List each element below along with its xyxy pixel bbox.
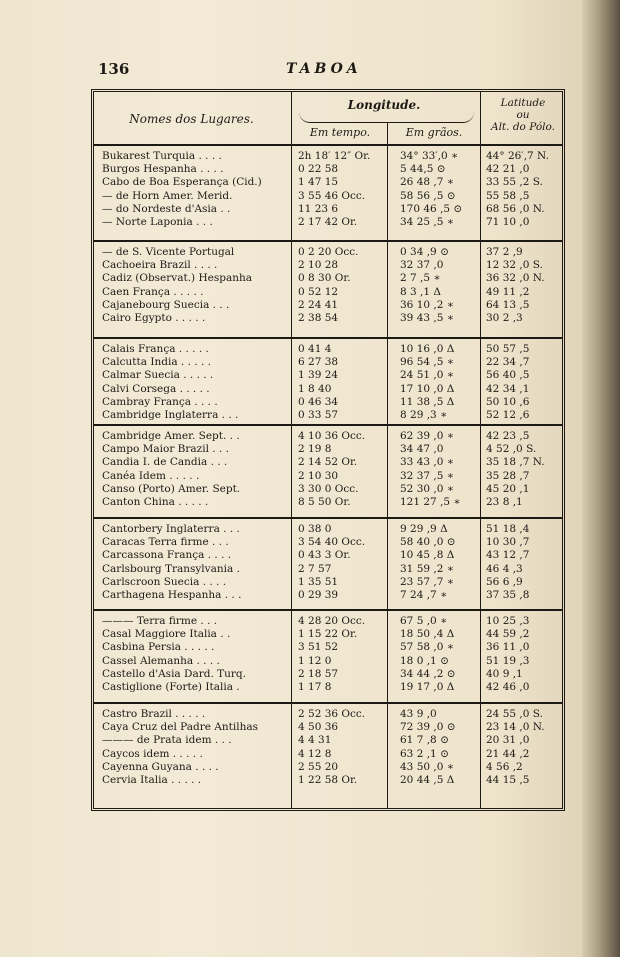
longitude-degrees-cell: 10 45 ,8 Δ [400, 549, 455, 562]
group-separator [94, 517, 562, 519]
place-name-cell: Calcutta India . . . . . [102, 356, 211, 369]
longitude-time-cell: 2 10 30 [298, 469, 339, 482]
table-row [94, 343, 562, 356]
table-row [94, 748, 562, 761]
place-name-cell: Campo Maior Brazil . . . [102, 443, 229, 456]
header-latitude-line3: Alt. do Pólo. [490, 121, 555, 133]
longitude-degrees-cell: 23 57 ,7 ∗ [400, 575, 454, 588]
place-name-cell: Cassel Alemanha . . . . [102, 654, 220, 667]
table-row [94, 774, 562, 787]
table-row [94, 549, 562, 562]
longitude-time-cell: 4 12 8 [298, 747, 332, 760]
place-name-cell: Canton China . . . . . [102, 496, 209, 508]
longitude-degrees-cell: 43 9 ,0 [400, 708, 437, 720]
place-name-cell: Carlsbourg Transylvania . [102, 562, 240, 575]
longitude-time-cell: 0 29 39 [298, 589, 339, 601]
place-name-cell: Cairo Egypto . . . . . [102, 312, 206, 324]
longitude-degrees-cell: 36 10 ,2 ∗ [400, 298, 454, 311]
latitude-cell: 23 14 ,0 N. [486, 721, 545, 734]
longitude-degrees-cell: 32 37 ,0 [400, 259, 444, 272]
place-name-cell: Cervia Italia . . . . . [102, 774, 202, 786]
place-name-cell: — Norte Laponia . . . [102, 216, 213, 228]
place-name-cell: Bukarest Turquia . . . . [102, 150, 222, 162]
table-row [94, 246, 562, 259]
table-row [94, 259, 562, 272]
latitude-cell: 52 12 ,6 [486, 409, 530, 421]
place-name-cell: Calvi Corsega . . . . . [102, 382, 210, 395]
latitude-cell: 51 18 ,4 [486, 523, 530, 535]
place-name-cell: Castro Brazil . . . . . [102, 708, 206, 720]
longitude-time-cell: 0 8 30 Or. [298, 272, 351, 285]
latitude-cell: 49 11 ,2 [486, 285, 530, 298]
latitude-cell: 46 4 ,3 [486, 562, 523, 575]
longitude-time-cell: 2 10 28 [298, 259, 339, 272]
book-spine-shadow [582, 0, 620, 957]
latitude-cell: 35 28 ,7 [486, 469, 530, 482]
longitude-degrees-cell: 61 7 ,8 ⊙ [400, 734, 449, 747]
latitude-cell: 30 2 ,3 [486, 312, 523, 324]
latitude-cell: 68 56 ,0 N. [486, 202, 545, 215]
longitude-degrees-cell: 26 48 ,7 ∗ [400, 176, 454, 189]
latitude-cell: 36 11 ,0 [486, 641, 530, 654]
header-brace [299, 112, 474, 123]
longitude-time-cell: 2 19 8 [298, 443, 332, 456]
longitude-degrees-cell: 34 44 ,2 ⊙ [400, 667, 456, 680]
group-separator [94, 702, 562, 704]
table-row [94, 383, 562, 396]
table-row [94, 470, 562, 483]
latitude-cell: 44 15 ,5 [486, 774, 530, 786]
place-name-cell: Candia I. de Candia . . . [102, 456, 228, 469]
longitude-time-cell: 2 38 54 [298, 312, 339, 324]
longitude-time-cell: 2 24 41 [298, 298, 339, 311]
table-row [94, 563, 562, 576]
longitude-time-cell: 4 10 36 Occ. [298, 430, 366, 442]
longitude-time-cell: 0 2 20 Occ. [298, 246, 359, 258]
table-row [94, 668, 562, 681]
place-name-cell: Castello d'Asia Dard. Turq. [102, 667, 246, 680]
longitude-degrees-cell: 7 24 ,7 ∗ [400, 589, 448, 601]
table-row [94, 496, 562, 509]
place-name-cell: Caya Cruz del Padre Antilhas [102, 721, 258, 734]
place-name-cell: Cantorbery Inglaterra . . . [102, 523, 240, 535]
place-name-cell: Carcassona França . . . . [102, 549, 232, 562]
latitude-cell: 37 35 ,8 [486, 589, 530, 601]
longitude-degrees-cell: 9 29 ,9 Δ [400, 523, 448, 535]
longitude-time-cell: 1 47 15 [298, 176, 339, 189]
latitude-cell: 21 44 ,2 [486, 747, 530, 760]
longitude-time-cell: 0 38 0 [298, 523, 332, 535]
header-latitude-line1: Latitude [500, 97, 546, 109]
table-row [94, 203, 562, 216]
coordinates-table [91, 89, 565, 811]
table-row [94, 356, 562, 369]
table-row [94, 286, 562, 299]
longitude-time-cell: 2 18 57 [298, 667, 339, 680]
longitude-degrees-cell: 18 50 ,4 Δ [400, 628, 455, 641]
place-name-cell: Caracas Terra firme . . . [102, 536, 229, 549]
latitude-cell: 35 18 ,7 N. [486, 456, 545, 469]
table-row [94, 409, 562, 422]
header-in-degrees: Em grãos. [405, 126, 463, 139]
place-name-cell: Canéa Idem . . . . . [102, 469, 200, 482]
table-row [94, 681, 562, 694]
table-row [94, 443, 562, 456]
longitude-degrees-cell: 96 54 ,5 ∗ [400, 356, 454, 369]
header-latitude-line2: ou [516, 109, 530, 121]
longitude-degrees-cell: 11 38 ,5 Δ [400, 395, 455, 408]
place-name-cell: Casal Maggiore Italia . . [102, 628, 231, 641]
place-name-cell: Cambray França . . . . [102, 395, 218, 408]
table-row [94, 641, 562, 654]
place-name-cell: Caen França . . . . . [102, 285, 204, 298]
longitude-degrees-cell: 0 34 ,9 ⊙ [400, 246, 449, 258]
longitude-degrees-cell: 10 16 ,0 Δ [400, 343, 455, 355]
longitude-degrees-cell: 67 5 ,0 ∗ [400, 615, 448, 627]
longitude-degrees-cell: 63 2 ,1 ⊙ [400, 747, 449, 760]
longitude-time-cell: 4 28 20 Occ. [298, 615, 366, 627]
longitude-time-cell: 3 30 0 Occ. [298, 482, 359, 495]
latitude-cell: 12 32 ,0 S. [486, 259, 543, 272]
longitude-degrees-cell: 58 40 ,0 ⊙ [400, 536, 456, 549]
latitude-cell: 43 12 ,7 [486, 549, 530, 562]
longitude-degrees-cell: 17 10 ,0 Δ [400, 382, 455, 395]
longitude-time-cell: 2 52 36 Occ. [298, 708, 366, 720]
place-name-cell: ——— de Prata idem . . . [102, 734, 232, 747]
group-separator [94, 424, 562, 426]
longitude-degrees-cell: 8 29 ,3 ∗ [400, 409, 448, 421]
table-row [94, 176, 562, 189]
longitude-degrees-cell: 52 30 ,0 ∗ [400, 482, 454, 495]
longitude-degrees-cell: 58 56 ,5 ⊙ [400, 189, 456, 202]
longitude-degrees-cell: 33 43 ,0 ∗ [400, 456, 454, 469]
longitude-degrees-cell: 2 7 ,5 ∗ [400, 272, 441, 285]
latitude-cell: 4 52 ,0 S. [486, 443, 537, 456]
longitude-time-cell: 1 12 0 [298, 654, 332, 667]
place-name-cell: Casbina Persia . . . . . [102, 641, 215, 654]
longitude-time-cell: 0 22 58 [298, 163, 339, 176]
latitude-cell: 23 8 ,1 [486, 496, 523, 508]
place-name-cell: Caycos idem . . . . . [102, 747, 203, 760]
latitude-cell: 56 40 ,5 [486, 369, 530, 382]
longitude-degrees-cell: 24 51 ,0 ∗ [400, 369, 454, 382]
longitude-time-cell: 1 17 8 [298, 681, 332, 693]
latitude-cell: 42 23 ,5 [486, 430, 530, 442]
latitude-cell: 55 58 ,5 [486, 189, 530, 202]
place-name-cell: Calmar Suecia . . . . . [102, 369, 214, 382]
latitude-cell: 56 6 ,9 [486, 575, 523, 588]
longitude-time-cell: 0 52 12 [298, 285, 339, 298]
place-name-cell: Cachoeira Brazil . . . . [102, 259, 218, 272]
table-row [94, 216, 562, 229]
longitude-time-cell: 1 35 51 [298, 575, 339, 588]
longitude-degrees-cell: 5 44,5 ⊙ [400, 163, 446, 176]
table-row [94, 615, 562, 628]
longitude-degrees-cell: 34 25 ,5 ∗ [400, 216, 454, 228]
running-title: TABOA [286, 61, 362, 77]
longitude-time-cell: 8 5 50 Or. [298, 496, 351, 508]
table-header [94, 92, 562, 146]
latitude-cell: 37 2 ,9 [486, 246, 523, 258]
longitude-degrees-cell: 43 50 ,0 ∗ [400, 760, 454, 773]
place-name-cell: Cadiz (Observat.) Hespanha [102, 272, 252, 285]
table-row [94, 523, 562, 536]
latitude-cell: 36 32 ,0 N. [486, 272, 545, 285]
header-in-time: Em tempo. [309, 126, 371, 139]
latitude-cell: 45 20 ,1 [486, 482, 530, 495]
place-name-cell: ——— Terra firme . . . [102, 615, 218, 627]
latitude-cell: 10 30 ,7 [486, 536, 530, 549]
group-separator [94, 609, 562, 611]
header-longitude: Longitude. [347, 98, 421, 112]
place-name-cell: Carthagena Hespanha . . . [102, 589, 242, 601]
longitude-time-cell: 4 4 31 [298, 734, 332, 747]
table-row [94, 299, 562, 312]
longitude-time-cell: 0 46 34 [298, 395, 339, 408]
longitude-degrees-cell: 34 47 ,0 [400, 443, 444, 456]
longitude-degrees-cell: 170 46 ,5 ⊙ [400, 202, 463, 215]
table-row [94, 456, 562, 469]
longitude-time-cell: 3 51 52 [298, 641, 339, 654]
longitude-time-cell: 1 22 58 Or. [298, 774, 358, 786]
longitude-time-cell: 4 50 36 [298, 721, 339, 734]
latitude-cell: 64 13 ,5 [486, 298, 530, 311]
table-row [94, 369, 562, 382]
longitude-degrees-cell: 57 58 ,0 ∗ [400, 641, 454, 654]
table-row [94, 721, 562, 734]
longitude-degrees-cell: 18 0 ,1 ⊙ [400, 654, 449, 667]
place-name-cell: Cambridge Inglaterra . . . [102, 409, 239, 421]
latitude-cell: 42 21 ,0 [486, 163, 530, 176]
longitude-degrees-cell: 32 37 ,5 ∗ [400, 469, 454, 482]
longitude-degrees-cell: 19 17 ,0 Δ [400, 681, 455, 693]
longitude-time-cell: 2h 18′ 12″ Or. [298, 150, 371, 162]
place-name-cell: Canso (Porto) Amer. Sept. [102, 482, 241, 495]
longitude-time-cell: 1 15 22 Or. [298, 628, 358, 641]
latitude-cell: 44 59 ,2 [486, 628, 530, 641]
header-latitude [480, 97, 566, 133]
latitude-cell: 42 34 ,1 [486, 382, 530, 395]
latitude-cell: 33 55 ,2 S. [486, 176, 543, 189]
table-row [94, 734, 562, 747]
latitude-cell: 42 46 ,0 [486, 681, 530, 693]
longitude-time-cell: 3 55 46 Occ. [298, 189, 366, 202]
table-row [94, 655, 562, 668]
longitude-time-cell: 3 54 40 Occ. [298, 536, 366, 549]
place-name-cell: Cayenna Guyana . . . . [102, 760, 219, 773]
place-name-cell: Cabo de Boa Esperança (Cid.) [102, 176, 262, 189]
table-row [94, 576, 562, 589]
longitude-time-cell: 6 27 38 [298, 356, 339, 369]
longitude-degrees-cell: 62 39 ,0 ∗ [400, 430, 454, 442]
latitude-cell: 44° 26′,7 N. [486, 150, 549, 162]
page-number: 136 [98, 60, 130, 78]
group-separator [94, 337, 562, 339]
longitude-degrees-cell: 8 3 ,1 Δ [400, 285, 441, 298]
latitude-cell: 22 34 ,7 [486, 356, 530, 369]
table-row [94, 190, 562, 203]
latitude-cell: 24 55 ,0 S. [486, 708, 543, 720]
longitude-time-cell: 0 33 57 [298, 409, 339, 421]
place-name-cell: — de Horn Amer. Merid. [102, 189, 233, 202]
place-name-cell: Carlscroon Suecia . . . . [102, 575, 227, 588]
table-row [94, 430, 562, 443]
latitude-cell: 4 56 ,2 [486, 760, 523, 773]
table-row [94, 312, 562, 325]
table-row [94, 150, 562, 163]
table-row [94, 589, 562, 602]
latitude-cell: 40 9 ,1 [486, 667, 523, 680]
longitude-time-cell: 0 43 3 Or. [298, 549, 351, 562]
table-row [94, 483, 562, 496]
longitude-degrees-cell: 39 43 ,5 ∗ [400, 312, 454, 324]
table-row [94, 628, 562, 641]
table-row [94, 761, 562, 774]
table-row [94, 708, 562, 721]
group-separator [94, 240, 562, 242]
place-name-cell: Cambridge Amer. Sept. . . [102, 430, 240, 442]
longitude-time-cell: 1 8 40 [298, 382, 332, 395]
header-place-names: Nomes dos Lugares. [129, 112, 254, 126]
place-name-cell: — de S. Vicente Portugal [102, 246, 235, 258]
table-row [94, 272, 562, 285]
place-name-cell: — do Nordeste d'Asia . . [102, 202, 231, 215]
latitude-cell: 10 25 ,3 [486, 615, 530, 627]
table-row [94, 163, 562, 176]
latitude-cell: 51 19 ,3 [486, 654, 530, 667]
longitude-time-cell: 1 39 24 [298, 369, 339, 382]
latitude-cell: 71 10 ,0 [486, 216, 530, 228]
longitude-time-cell: 2 14 52 Or. [298, 456, 358, 469]
longitude-degrees-cell: 72 39 ,0 ⊙ [400, 721, 456, 734]
place-name-cell: Burgos Hespanha . . . . [102, 163, 224, 176]
place-name-cell: Calais França . . . . . [102, 343, 209, 355]
longitude-degrees-cell: 121 27 ,5 ∗ [400, 496, 461, 508]
longitude-time-cell: 11 23 6 [298, 202, 339, 215]
longitude-time-cell: 2 7 57 [298, 562, 332, 575]
place-name-cell: Castiglione (Forte) Italia . [102, 681, 240, 693]
table-row [94, 536, 562, 549]
longitude-time-cell: 0 41 4 [298, 343, 332, 355]
table-row [94, 396, 562, 409]
longitude-degrees-cell: 31 59 ,2 ∗ [400, 562, 454, 575]
longitude-degrees-cell: 20 44 ,5 Δ [400, 774, 455, 786]
longitude-time-cell: 2 17 42 Or. [298, 216, 358, 228]
latitude-cell: 50 57 ,5 [486, 343, 530, 355]
latitude-cell: 50 10 ,6 [486, 395, 530, 408]
longitude-degrees-cell: 34° 33′,0 ∗ [400, 150, 459, 162]
latitude-cell: 20 31 ,0 [486, 734, 530, 747]
place-name-cell: Cajanebourg Suecia . . . [102, 298, 230, 311]
longitude-time-cell: 2 55 20 [298, 760, 339, 773]
